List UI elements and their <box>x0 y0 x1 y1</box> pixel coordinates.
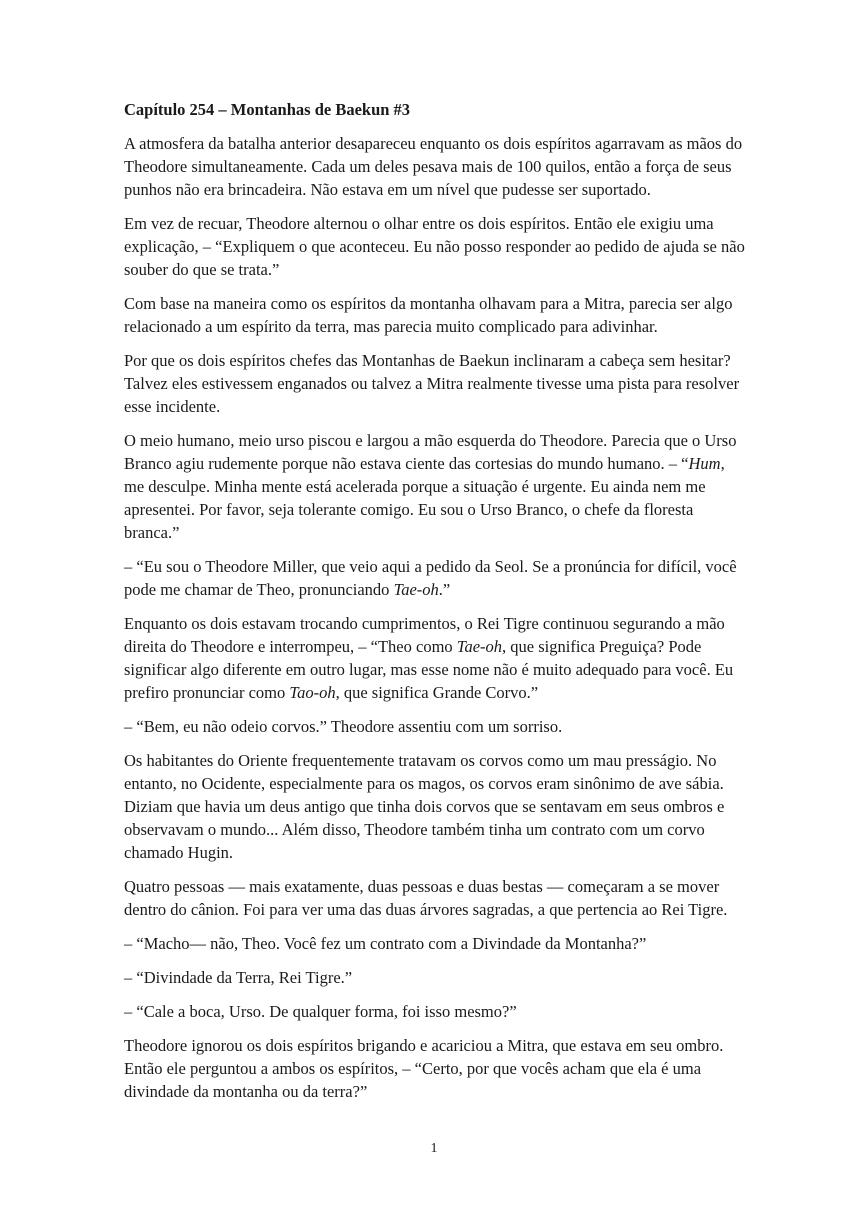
paragraph <box>124 875 748 921</box>
paragraph <box>124 966 748 989</box>
paragraph <box>124 212 748 281</box>
page-number: 1 <box>430 1141 438 1156</box>
paragraph <box>124 349 748 418</box>
italic-text: Tae-oh <box>456 637 503 656</box>
paragraph-text: Enquanto os dois estavam trocando cumprimentos, o Rei Tigre continuou segurando a mão direita do Theodore e interrompeu, – “Theo como <box>124 614 725 656</box>
paragraph <box>124 132 748 201</box>
paragraph-text: .” <box>438 580 451 599</box>
paragraph <box>124 292 748 338</box>
paragraph <box>124 612 748 704</box>
paragraph-text: , que significa Preguiça? Pode significar algo diferente em outro lugar, mas esse nome não é muito adequado para você. Eu prefiro pronunciar como <box>124 637 734 702</box>
paragraph-text: A atmosfera da batalha anterior desapareceu enquanto os dois espíritos agarravam as mãos do Theodore simultaneamente. Cada um deles pesava mais de 100 quilos, então a força de seus punhos não era brincadeira. Não estava em um nível que pudesse ser suportado. <box>124 134 743 199</box>
paragraph-text: – “Divindade da Terra, Rei Tigre.” <box>124 968 353 987</box>
paragraph-text: , me desculpe. Minha mente está acelerada porque a situação é urgente. Eu ainda nem me apresentei. Por favor, seja tolerante comigo. Eu sou o Urso Branco, o chefe da floresta branca.” <box>124 454 725 542</box>
paragraph <box>124 555 748 601</box>
paragraph-text: Com base na maneira como os espíritos da montanha olhavam para a Mitra, parecia ser algo relacionado a um espírito da terra, mas parecia muito complicado para adivinhar. <box>124 294 733 336</box>
paragraph-text: , que significa Grande Corvo.” <box>335 683 539 702</box>
document-body <box>124 132 748 1103</box>
italic-text: Hum <box>688 454 721 473</box>
paragraph <box>124 932 748 955</box>
paragraph-text: – “Bem, eu não odeio corvos.” Theodore assentiu com um sorriso. <box>124 717 563 736</box>
paragraph <box>124 715 748 738</box>
paragraph <box>124 1000 748 1023</box>
paragraph-text: O meio humano, meio urso piscou e largou a mão esquerda do Theodore. Parecia que o Urso Branco agiu rudemente porque não estava ciente das cortesias do mundo humano. – “ <box>124 431 737 473</box>
italic-text: Tae-oh <box>393 580 439 599</box>
paragraph-text: – “Macho— não, Theo. Você fez um contrato com a Divindade da Montanha?” <box>124 934 647 953</box>
paragraph <box>124 1034 748 1103</box>
document-page <box>124 98 748 1114</box>
paragraph <box>124 749 748 864</box>
paragraph-text: – “Eu sou o Theodore Miller, que veio aqui a pedido da Seol. Se a pronúncia for difícil, você pode me chamar de Theo, pronunciando <box>124 557 737 599</box>
paragraph-text: Os habitantes do Oriente frequentemente tratavam os corvos como um mau presságio. No entanto, no Ocidente, especialmente para os magos, os corvos eram sinônimo de ave sábia. Diziam que havia um deus antigo que tinha dois corvos que se sentavam em seus ombros e observavam o mundo... Além disso, Theodore também tinha um contrato com um corvo chamado Hugin. <box>124 751 725 862</box>
paragraph <box>124 429 748 544</box>
paragraph-text: Quatro pessoas — mais exatamente, duas pessoas e duas bestas — começaram a se mover dentro do cânion. Foi para ver uma das duas árvores sagradas, a que pertencia ao Rei Tigre. <box>124 877 728 919</box>
paragraph-text: Em vez de recuar, Theodore alternou o olhar entre os dois espíritos. Então ele exigiu uma explicação, – “Expliquem o que aconteceu. Eu não posso responder ao pedido de ajuda se não souber do que se trata.” <box>124 214 745 279</box>
chapter-title: Capítulo 254 – Montanhas de Baekun #3 <box>124 100 411 119</box>
paragraph-text: Por que os dois espíritos chefes das Montanhas de Baekun inclinaram a cabeça sem hesitar? Talvez eles estivessem enganados ou talvez a Mitra realmente tivesse uma pista para resolver esse incidente. <box>124 351 740 416</box>
paragraph-text: Theodore ignorou os dois espíritos brigando e acariciou a Mitra, que estava em seu ombro. Então ele perguntou a ambos os espíritos, – “Certo, por que vocês acham que ela é uma divindade da montanha ou da terra?” <box>124 1036 724 1101</box>
paragraph-text: – “Cale a boca, Urso. De qualquer forma, foi isso mesmo?” <box>124 1002 517 1021</box>
italic-text: Tao-oh <box>289 683 336 702</box>
